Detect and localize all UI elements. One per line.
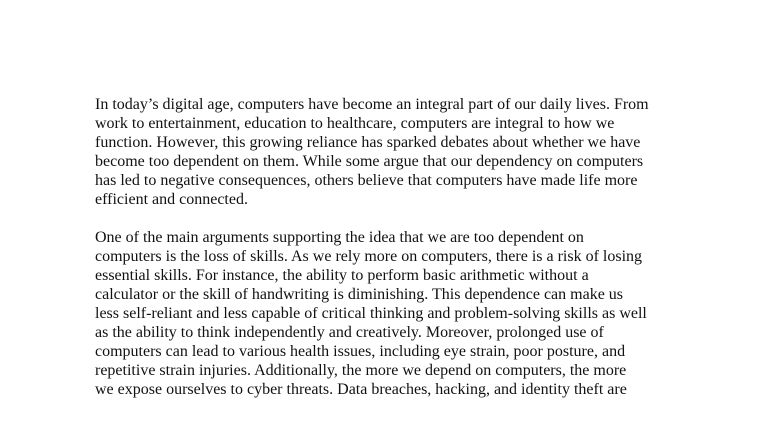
text-line: In today’s digital age, computers have become an integral part of our daily lives. From (95, 96, 649, 113)
text-line: as the ability to think independently and creatively. Moreover, prolonged use of (95, 324, 604, 341)
text-line: has led to negative consequences, others believe that computers have made life more (95, 172, 638, 189)
paragraph-intro (95, 95, 695, 209)
text-line: become too dependent on them. While some argue that our dependency on computers (95, 153, 644, 170)
text-line: repetitive strain injuries. Additionally, the more we depend on computers, the more (95, 362, 627, 379)
text-line: calculator or the skill of handwriting is diminishing. This dependence can make us (95, 286, 624, 303)
text-line: computers can lead to various health issues, including eye strain, poor posture, and (95, 343, 626, 360)
text-line: less self-reliant and less capable of critical thinking and problem-solving skills as well (95, 305, 647, 322)
text-line: efficient and connected. (95, 191, 248, 208)
text-line: essential skills. For instance, the ability to perform basic arithmetic without a (95, 267, 589, 284)
text-line: we expose ourselves to cyber threats. Data breaches, hacking, and identity theft are (95, 381, 627, 398)
text-line: computers is the loss of skills. As we rely more on computers, there is a risk of losing (95, 248, 643, 265)
text-line: work to entertainment, education to healthcare, computers are integral to how we (95, 115, 615, 132)
text-line: One of the main arguments supporting the idea that we are too dependent on (95, 229, 584, 246)
text-line: function. However, this growing reliance has sparked debates about whether we have (95, 134, 641, 151)
paragraph-dependence (95, 228, 695, 399)
document-body (95, 95, 695, 418)
